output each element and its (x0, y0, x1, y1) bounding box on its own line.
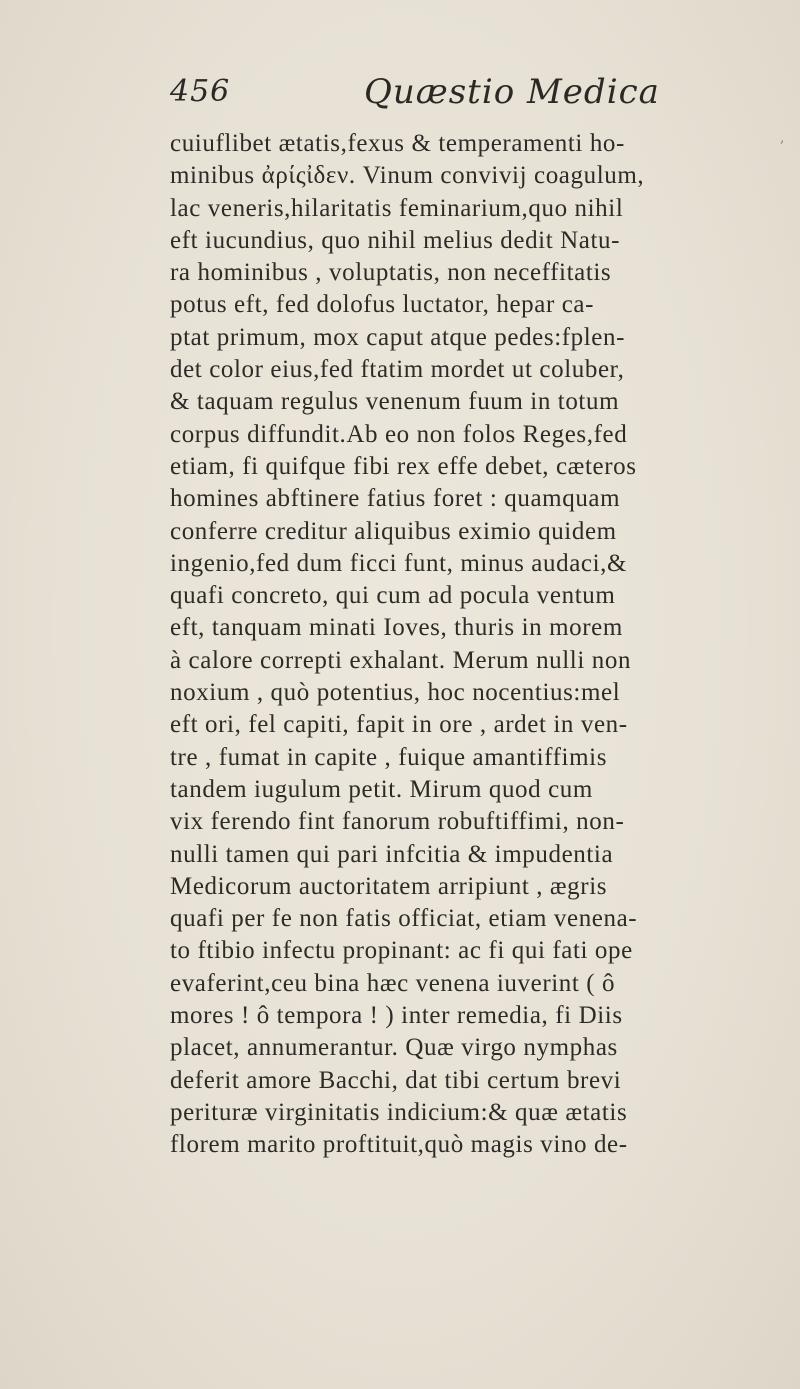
text-line: eft ori, fel capiti, fapit in ore , ardet in ven- (170, 711, 628, 739)
margin-mark: , (780, 130, 785, 146)
text-line: ptat primum, mox caput atque pedes:fplen- (170, 323, 626, 351)
text-line: to ftibio infectu propinant: ac fi qui fati ope (170, 937, 633, 965)
text-line: quafi concreto, qui cum ad pocula ventum (170, 582, 616, 610)
text-line: cuiuflibet ætatis,fexus & temperamenti ho- (170, 130, 625, 157)
text-line: conferre creditur aliquibus eximio quidem (170, 517, 617, 545)
text-line: deferit amore Bacchi, dat tibi certum brevi (170, 1066, 622, 1094)
text-line: homines abftinere fatius foret : quamquam (170, 485, 621, 513)
text-line: evaferint,ceu bina hæc venena iuverint ( ô (170, 969, 616, 997)
text-line: mores ! ô tempora ! ) inter remedia, fi Diis (170, 1002, 623, 1030)
page-header (170, 68, 730, 128)
text-line: eft, tanquam minati Ioves, thuris in morem (170, 614, 623, 642)
text-line: quafi per fe non fatis officiat, etiam venena- (170, 905, 638, 933)
text-line: potus eft, fed dolofus luctator, hepar ca- (170, 291, 595, 319)
running-title: Quæstio Medica (364, 72, 660, 112)
text-line: det color eius,fed ftatim mordet ut coluber, (170, 356, 625, 384)
text-line: perituræ virginitatis indicium:& quæ ætatis (170, 1098, 628, 1126)
text-line: eft iucundius, quo nihil melius dedit Natu- (170, 226, 621, 254)
text-line: à calore correpti exhalant. Merum nulli non (170, 646, 632, 674)
text-line: corpus diffundit.Ab eo non folos Reges,fed (170, 420, 628, 448)
text-line: tandem iugulum petit. Mirum quod cum (170, 775, 593, 803)
text-line: ra hominibus , voluptatis, non neceffitatis (170, 259, 612, 287)
text-line: minibus ἀρίςἰδεν. Vinum convivij coagulum, (170, 162, 645, 190)
text-line: placet, annumerantur. Quæ virgo nymphas (170, 1034, 618, 1062)
text-line: nulli tamen qui pari infcitia & impudentia (170, 840, 614, 868)
text-line: noxium , quò potentius, hoc nocentius:mel (170, 679, 621, 707)
body-text (170, 128, 750, 1162)
page-number: 456 (170, 74, 231, 109)
text-line: tre , fumat in capite , fuique amantiffimis (170, 743, 608, 771)
text-line: florem marito proftituit,quò magis vino de- (170, 1131, 628, 1159)
text-line: ingenio,fed dum ficci funt, minus audaci,& (170, 549, 628, 577)
text-line: etiam, fi quifque fibi rex effe debet, cæteros (170, 452, 637, 480)
text-line: Medicorum auctoritatem arripiunt , ægris (170, 872, 608, 900)
text-line: vix ferendo fint fanorum robuftiffimi, non- (170, 808, 625, 836)
text-line: & taquam regulus venenum fuum in totum (170, 388, 620, 416)
text-line: lac veneris,hilaritatis feminarium,quo nihil (170, 194, 624, 222)
